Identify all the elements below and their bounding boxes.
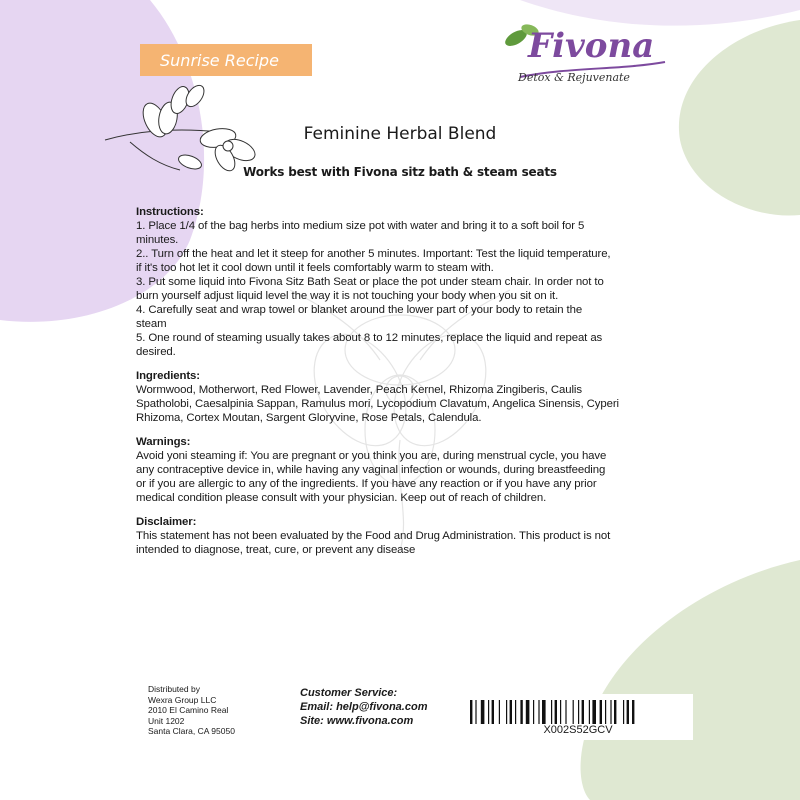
instruction-line: minutes. xyxy=(136,234,179,246)
customer-service-heading: Customer Service: xyxy=(300,687,398,699)
distributor-line: Wexra Group LLC xyxy=(148,694,217,705)
distributor-line: Unit 1202 xyxy=(148,715,185,726)
warnings-line: medical condition please consult with your physician. Keep out of reach of children. xyxy=(136,492,547,504)
ingredients-line: Rhizoma, Cortex Moutan, Sargent Gloryvine, Rose Petals, Calendula. xyxy=(136,412,482,424)
instruction-line: 2.. Turn off the heat and let it steep for another 5 minutes. Important: Test the liquid temperature, xyxy=(136,248,611,260)
barcode-code: X002S52GCV xyxy=(543,724,613,736)
distributor-line: Distributed by xyxy=(148,684,200,694)
distributor-line: 2010 El Camino Real xyxy=(148,705,229,715)
ingredients-line: Spatholobi, Caesalpinia Sappan, Ramulus mori, Lycopodium Clavatum, Angelica Sinensis, Cyperi xyxy=(136,398,619,410)
product-title: Feminine Herbal Blend xyxy=(303,124,497,144)
warnings-heading: Warnings: xyxy=(136,436,191,448)
distributor-block xyxy=(148,684,235,737)
instruction-line: if it's too hot let it cool down until it feels comfortably warm to steam with. xyxy=(136,262,494,274)
instructions-heading: Instructions: xyxy=(136,206,204,218)
warnings-line: Avoid yoni steaming if: You are pregnant or you think you are, during menstrual cycle, you have xyxy=(136,450,607,462)
disclaimer-heading: Disclaimer: xyxy=(136,516,197,528)
ingredients-section xyxy=(136,369,666,425)
instruction-line: 3. Put some liquid into Fivona Sitz Bath Seat or place the pot under steam chair. In order not to xyxy=(136,276,604,288)
customer-service-email: Email: help@fivona.com xyxy=(300,701,428,713)
logo-wordmark: Fivona xyxy=(528,26,655,66)
recipe-banner xyxy=(140,44,312,76)
distributor-line: Santa Clara, CA 95050 xyxy=(148,726,235,736)
disclaimer-section xyxy=(136,515,666,557)
warnings-section xyxy=(136,435,666,505)
ingredients-line: Wormwood, Motherwort, Red Flower, Lavender, Peach Kernel, Rhizoma Zingiberis, Caulis xyxy=(136,384,582,396)
instruction-line: 4. Carefully seat and wrap towel or blanket around the lower part of your body to retain the xyxy=(136,304,583,316)
instruction-line: desired. xyxy=(136,346,176,358)
disclaimer-line: intended to diagnose, treat, cure, or prevent any disease xyxy=(136,544,416,556)
label-body xyxy=(136,205,666,567)
recipe-label: Sunrise Recipe xyxy=(160,50,279,70)
product-subtitle: Works best with Fivona sitz bath & steam seats xyxy=(243,165,557,179)
warnings-line: or if you are allergic to any of the ingredients. If you have any reaction or if you have any prior xyxy=(136,478,597,490)
disclaimer-line: This statement has not been evaluated by the Food and Drug Administration. This product is not xyxy=(136,530,611,542)
instruction-line: burn yourself adjust liquid level the way it is not touching your body when you sit on it. xyxy=(136,290,559,302)
logo-tagline: Detox & Rejuvenate xyxy=(518,71,630,84)
instructions-section xyxy=(136,205,666,359)
warnings-line: any contraceptive device in, while having any vaginal infection or wounds, during breastfeeding xyxy=(136,464,606,476)
instruction-line: 5. One round of steaming usually takes about 8 to 12 minutes, replace the liquid and repeat as xyxy=(136,332,603,344)
sage-bottom-blob xyxy=(560,560,800,800)
customer-service-site: Site: www.fivona.com xyxy=(300,715,414,727)
barcode-bars xyxy=(470,700,686,724)
instruction-line: steam xyxy=(136,318,167,330)
ingredients-heading: Ingredients: xyxy=(136,370,200,382)
instruction-line: 1. Place 1/4 of the bag herbs into medium size pot with water and bring it to a soft boil for 5 xyxy=(136,220,585,232)
customer-service-block xyxy=(300,686,427,728)
